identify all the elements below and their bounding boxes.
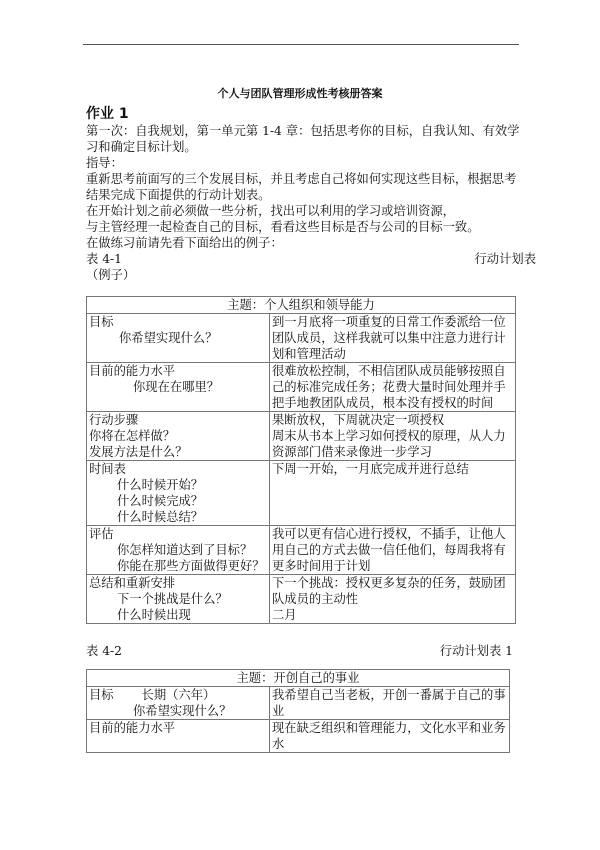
table-row [87, 575, 516, 624]
table-row [87, 314, 516, 363]
table2-caption [86, 641, 513, 659]
assignment-heading: 作业 1 [86, 106, 129, 122]
row-answer: 现在缺乏组织和管理能力，文化水平和业务水 [270, 720, 510, 753]
table1-caption [86, 251, 536, 267]
row-question: 你将在怎样做？ [89, 429, 176, 443]
paragraph-goals: 重新思考前面写的三个发展目标，并且考虑自己将如何实现这些目标，根据思考结果完成下面提供的行动计划表。 [86, 172, 517, 202]
row-question: 什么时候总结？ [117, 510, 204, 524]
row-question: 你怎样知道达到了目标？ [117, 543, 253, 557]
table2-label: 表 4-2 [86, 644, 123, 658]
row-sublabel: 长期（六年） [141, 688, 216, 702]
row-question: 你能在那些方面做得更好？ [117, 559, 265, 573]
table-row [87, 526, 516, 575]
row-answer: 下一个挑战：授权更多复杂的任务，鼓励团队成员的主动性 [272, 576, 506, 606]
document-body [86, 106, 536, 283]
action-plan-table-example [86, 296, 516, 624]
row-answer: 我可以更有信心进行授权，不插手，让他人用自己的方式去做一信任他们，每周我将有更多时间用于计划 [270, 526, 516, 575]
row-question: 什么时候开始？ [117, 478, 204, 492]
row-question: 什么时候出现 [117, 608, 191, 622]
row-question: 你现在在哪里？ [133, 380, 220, 394]
table-row [87, 720, 510, 753]
row-label: 评估 [89, 527, 114, 541]
row-label: 时间表 [89, 462, 126, 476]
table1-name: 行动计划表 [474, 252, 536, 266]
row-label: 目标 [89, 315, 114, 329]
guide-label: 指导： [86, 156, 123, 170]
row-question: 你希望实现什么？ [119, 331, 218, 345]
table-row [87, 461, 516, 526]
row-answer: 二月 [272, 608, 297, 622]
row-question: 发展方法是什么？ [89, 445, 188, 459]
row-answer: 下周一开始，一月底完成并进行总结 [270, 461, 516, 526]
paragraph-example: 在做练习前请先看下面给出的例子： [86, 236, 283, 250]
table-row [87, 412, 516, 461]
row-label: 目前的能力水平 [89, 364, 176, 378]
row-question: 你希望实现什么？ [133, 704, 232, 718]
table1-note: （例子） [86, 268, 136, 282]
row-label: 总结和重新安排 [89, 576, 176, 590]
table1-theme: 主题：个人组织和领导能力 [87, 297, 516, 314]
paragraph-intro: 第一次：自我规划，第一单元第 1-4 章：包括思考你的目标，自我认知、有效学习和确定目标计划。 [86, 124, 520, 154]
row-label: 行动步骤 [89, 413, 139, 427]
table1-label: 表 4-1 [86, 252, 123, 266]
header-rule [83, 44, 519, 45]
row-answer: 果断放权，下周就决定一项授权 [272, 413, 445, 427]
row-answer: 我希望自己当老板，开创一番属于自己的事业 [270, 687, 510, 720]
table-row [87, 363, 516, 412]
table-row [87, 687, 510, 720]
table2-theme: 主题：开创自己的事业 [87, 670, 510, 687]
row-answer: 周末从书本上学习如何授权的原理，从人力资源部门借来录像进一步学习 [272, 429, 506, 459]
row-question: 下一个挑战是什么？ [117, 592, 228, 606]
table2-name: 行动计划表 1 [439, 644, 513, 658]
paragraph-analysis: 在开始计划之前必须做一些分析，找出可以利用的学习或培训资源， [86, 204, 455, 218]
paragraph-manager: 与主管经理一起检查自己的目标，看看这些目标是否与公司的目标一致。 [86, 220, 480, 234]
row-label: 目前的能力水平 [87, 720, 270, 753]
row-answer: 很难放松控制，不相信团队成员能够按照自己的标准完成任务；花费大量时间处理并手把手地教团队成员，根本没有授权的时间 [270, 363, 516, 412]
row-answer: 到一月底将一项重复的日常工作委派给一位团队成员，这样我就可以集中注意力进行计划和管理活动 [270, 314, 516, 363]
document-title: 个人与团队管理形成性考核册答案 [217, 87, 383, 100]
row-question: 什么时候完成？ [117, 494, 204, 508]
row-label: 目标 [89, 688, 114, 702]
action-plan-table-1 [86, 669, 510, 753]
